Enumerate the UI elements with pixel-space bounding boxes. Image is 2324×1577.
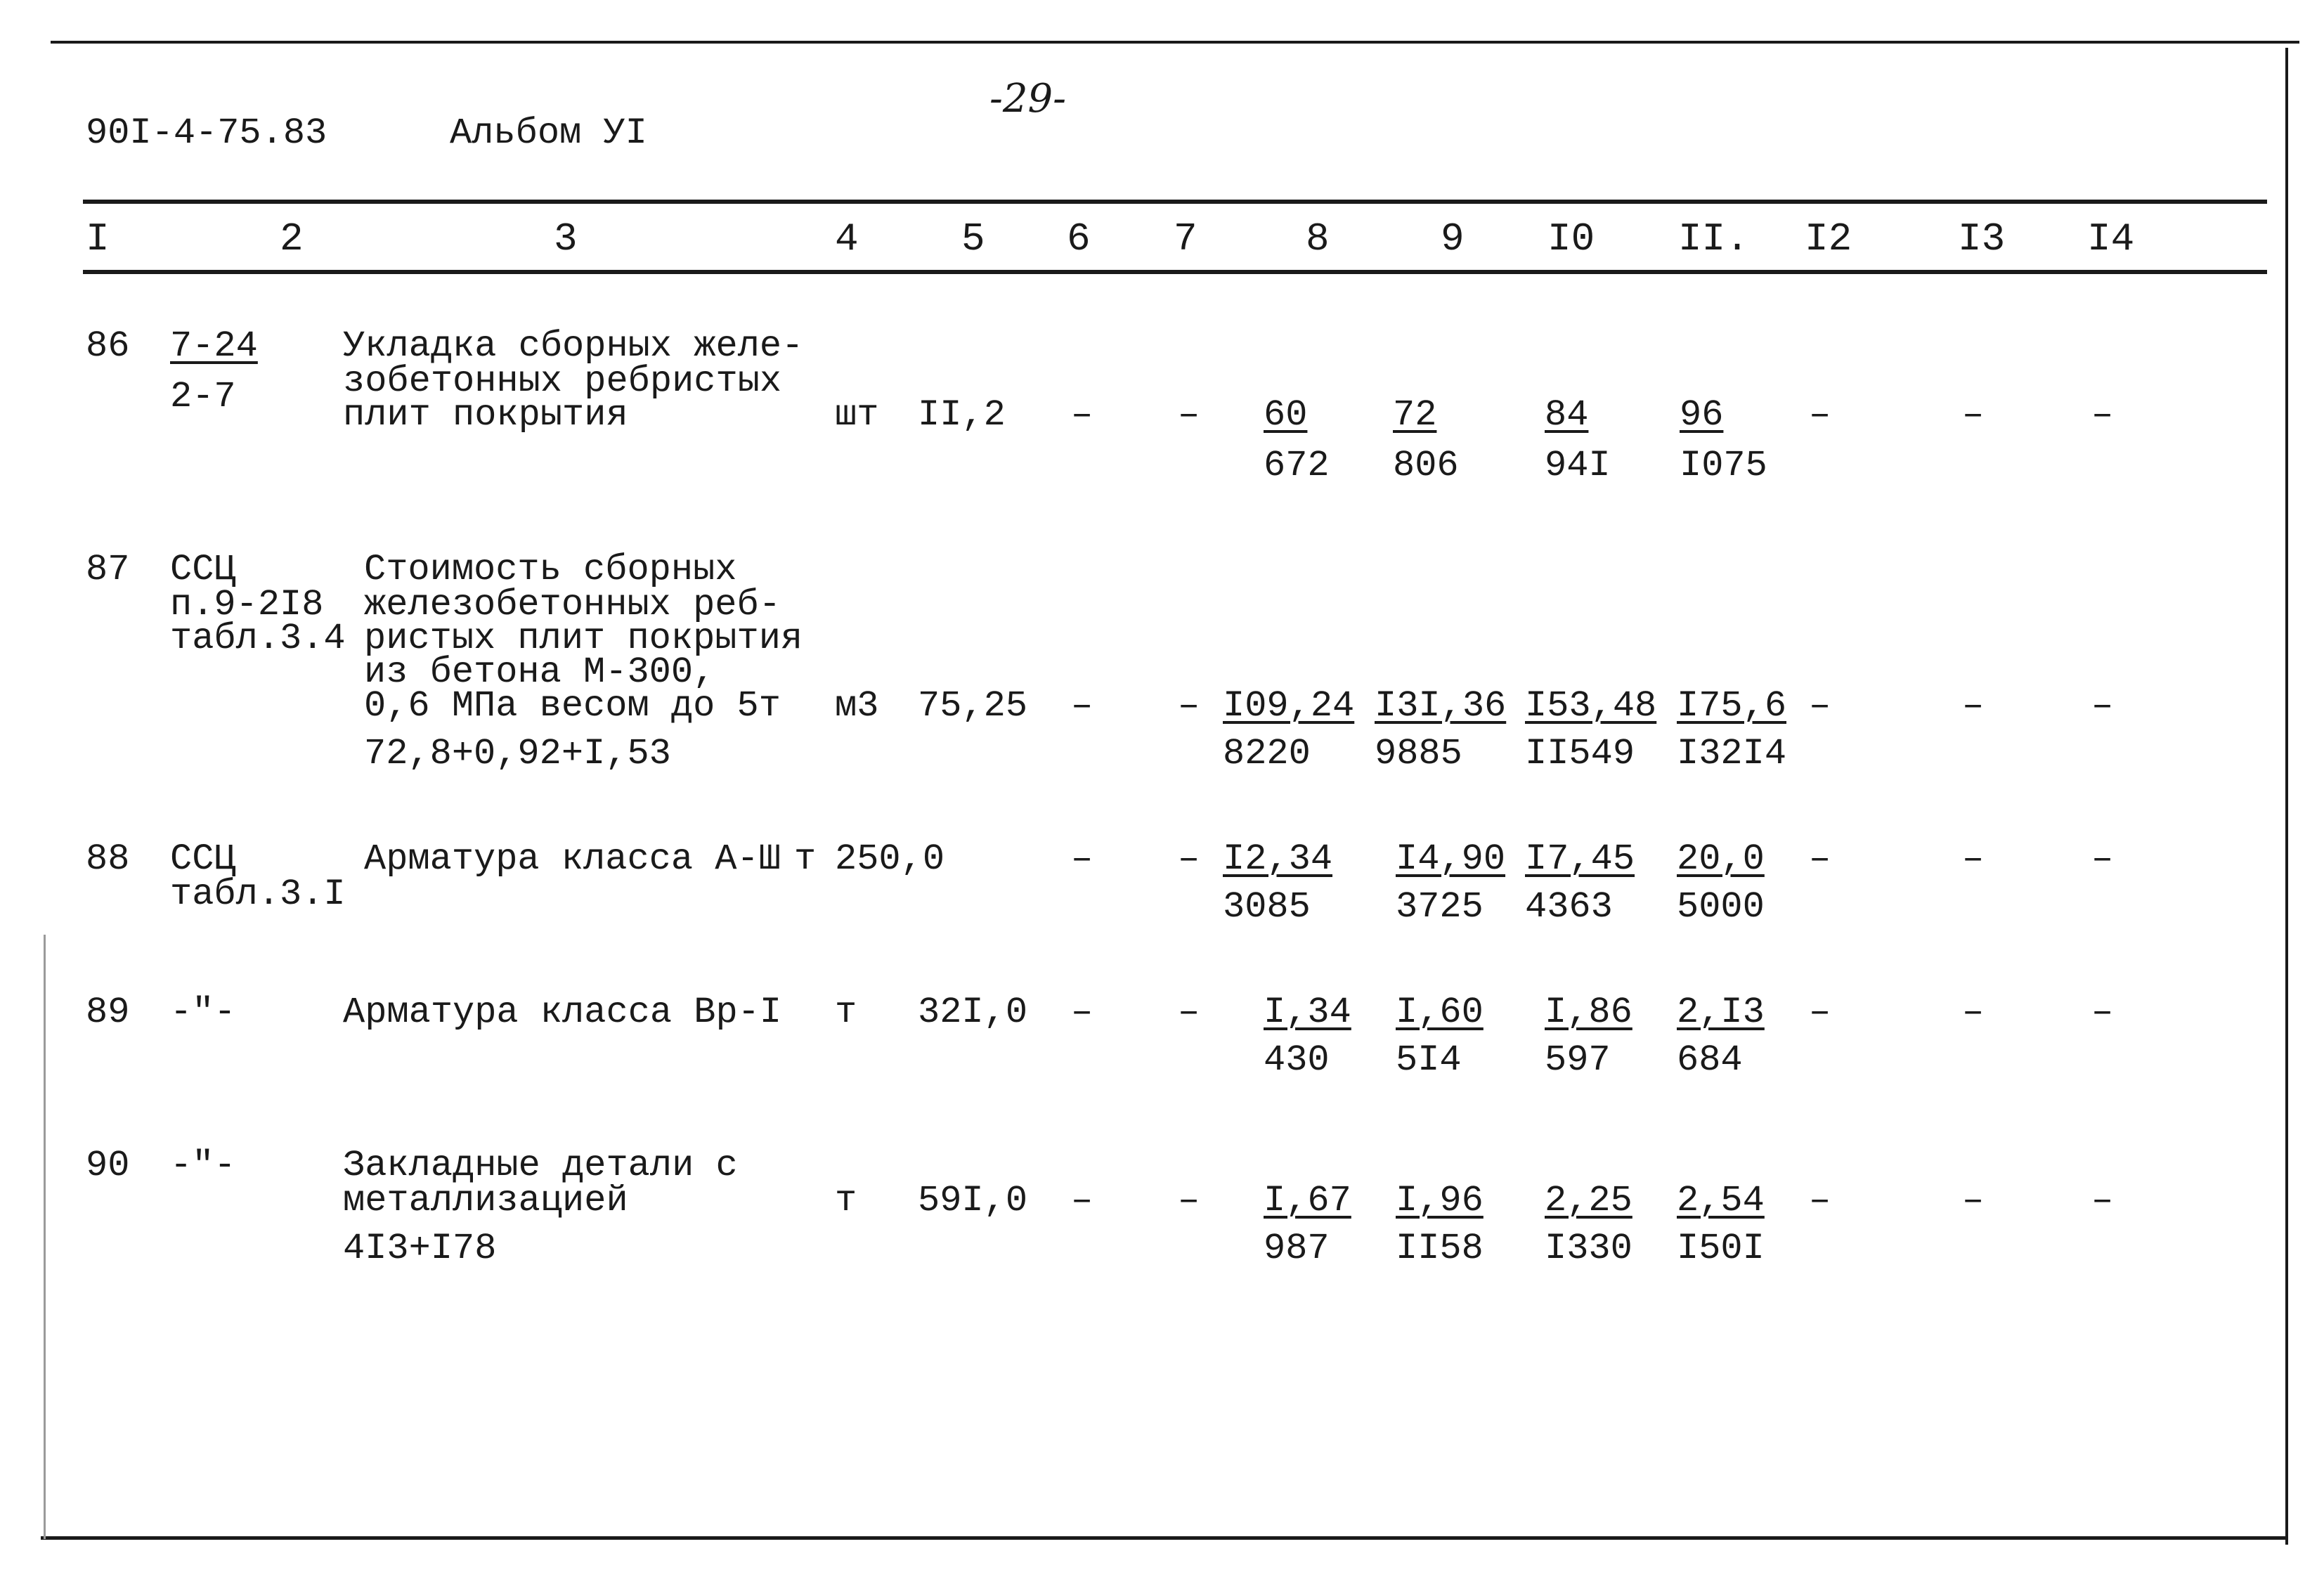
row-col8-top: I09,24 (1223, 685, 1355, 727)
row-quantity: 75,25 (918, 685, 1028, 727)
row-col7: – (1178, 838, 1200, 880)
row-description-line: металлизацией (343, 1180, 628, 1221)
row-reference-top: 7-24 (170, 325, 258, 367)
row-reference-line: п.9-2I8 (170, 584, 324, 625)
row-description-line: Закладные детали с (343, 1145, 738, 1186)
row-col8-bottom: 8220 (1223, 733, 1311, 774)
row-description-line: из бетона М-300, (364, 651, 715, 693)
row-quantity: II,2 (918, 394, 1006, 436)
row-col10-bottom: I330 (1545, 1228, 1632, 1269)
row-col9-bottom: 5I4 (1396, 1039, 1462, 1081)
row-reference-line: ССЦ (170, 549, 236, 590)
column-header: 6 (1067, 216, 1091, 261)
row-col13: – (1962, 685, 1985, 727)
row-col13: – (1962, 1180, 1985, 1221)
row-number: 86 (86, 325, 130, 367)
document-code: 90I-4-75.83 (86, 112, 327, 154)
page-number: -29- (989, 76, 1067, 122)
row-col8-top: I,34 (1264, 992, 1351, 1033)
row-col8-bottom: 430 (1264, 1039, 1330, 1081)
row-description-line: зобетонных ребристых (343, 361, 782, 402)
row-col14: – (2091, 1180, 2114, 1221)
row-reference-line: табл.3.I (170, 874, 346, 915)
column-header: I3 (1958, 216, 2006, 261)
row-col11-top: 2,I3 (1677, 992, 1765, 1033)
row-description-line: Укладка сборных желе- (343, 325, 804, 367)
row-col8-top: I,67 (1264, 1180, 1351, 1221)
row-col6: – (1071, 685, 1093, 727)
row-col12: – (1809, 992, 1831, 1033)
row-col8-bottom: 987 (1264, 1228, 1330, 1269)
row-col13: – (1962, 394, 1985, 436)
row-col11-bottom: 684 (1677, 1039, 1743, 1081)
row-col6: – (1071, 1180, 1093, 1221)
row-col11-top: 96 (1680, 394, 1724, 436)
row-col10-bottom: 94I (1545, 445, 1611, 486)
row-col6: – (1071, 992, 1093, 1033)
column-header: 9 (1441, 216, 1465, 261)
row-reference-bottom: 2-7 (170, 376, 236, 417)
row-col7: – (1178, 394, 1200, 436)
row-unit: м3 (835, 685, 879, 727)
row-col11-bottom: I075 (1680, 445, 1767, 486)
row-number: 89 (86, 992, 130, 1033)
row-col13: – (1962, 838, 1985, 880)
row-col10-top: 84 (1545, 394, 1589, 436)
row-description-line: 0,6 МПа весом до 5т (364, 685, 781, 727)
row-col10-top: I7,45 (1525, 838, 1635, 880)
row-col9-top: I,60 (1396, 992, 1484, 1033)
row-col11-top: I75,6 (1677, 685, 1787, 727)
row-col10-bottom: 4363 (1525, 886, 1613, 928)
row-col9-top: I3I,36 (1375, 685, 1507, 727)
album-label: Альбом УI (450, 112, 647, 154)
row-col12: – (1809, 1180, 1831, 1221)
row-col10-bottom: 597 (1545, 1039, 1611, 1081)
row-description-line: Стоимость сборных (364, 549, 737, 590)
row-col11-bottom: 5000 (1677, 886, 1765, 928)
row-quantity: 250,0 (835, 838, 945, 880)
row-col11-top: 2,54 (1677, 1180, 1765, 1221)
row-col14: – (2091, 838, 2114, 880)
row-col10-top: I,86 (1545, 992, 1632, 1033)
row-col8-bottom: 3085 (1223, 886, 1311, 928)
row-col10-bottom: II549 (1525, 733, 1635, 774)
row-quantity: 32I,0 (918, 992, 1028, 1033)
row-description-line: железобетонных реб- (364, 584, 781, 625)
column-header: I2 (1805, 216, 1852, 261)
row-col10-top: 2,25 (1545, 1180, 1632, 1221)
frame-left-line (44, 935, 46, 1539)
row-col9-bottom: 3725 (1396, 886, 1484, 928)
row-col8-top: 60 (1264, 394, 1308, 436)
row-col11-bottom: I32I4 (1677, 733, 1787, 774)
frame-top-line (51, 41, 2299, 44)
row-reference: -"- (170, 992, 236, 1033)
row-reference: -"- (170, 1145, 236, 1186)
row-col11-bottom: I50I (1677, 1228, 1765, 1269)
row-description-line: ристых плит покрытия (364, 618, 803, 659)
row-col7: – (1178, 685, 1200, 727)
column-header: 8 (1306, 216, 1330, 261)
column-header: I4 (2087, 216, 2135, 261)
frame-bottom-line (41, 1536, 2287, 1540)
row-col9-bottom: 9885 (1375, 733, 1462, 774)
row-number: 87 (86, 549, 130, 590)
row-col14: – (2091, 394, 2114, 436)
row-description: Арматура класса Вр-I (343, 992, 782, 1033)
row-description: Арматура класса А-Ш (364, 838, 781, 880)
row-unit: т (794, 838, 817, 880)
column-header: I (86, 216, 110, 261)
row-col14: – (2091, 992, 2114, 1033)
row-col6: – (1071, 394, 1093, 436)
row-formula: 4I3+I78 (343, 1228, 497, 1269)
row-number: 90 (86, 1145, 130, 1186)
row-col9-top: I4,90 (1396, 838, 1506, 880)
row-unit: т (835, 1180, 857, 1221)
row-col10-top: I53,48 (1525, 685, 1657, 727)
row-formula: 72,8+0,92+I,53 (364, 733, 671, 774)
row-description-line: плит покрытия (343, 394, 628, 436)
row-unit: шт (835, 394, 879, 436)
row-col9-bottom: 806 (1393, 445, 1459, 486)
row-col12: – (1809, 838, 1831, 880)
column-header: 7 (1174, 216, 1197, 261)
column-header: I0 (1547, 216, 1595, 261)
column-header: 2 (280, 216, 304, 261)
table-header-top-rule (83, 200, 2267, 204)
row-unit: т (835, 992, 857, 1033)
row-col8-top: I2,34 (1223, 838, 1333, 880)
row-col11-top: 20,0 (1677, 838, 1765, 880)
row-col9-top: 72 (1393, 394, 1437, 436)
column-header: 5 (961, 216, 985, 261)
row-col8-bottom: 672 (1264, 445, 1330, 486)
row-reference-line: ССЦ (170, 838, 236, 880)
row-quantity: 59I,0 (918, 1180, 1028, 1221)
row-col12: – (1809, 394, 1831, 436)
row-col9-top: I,96 (1396, 1180, 1484, 1221)
row-col12: – (1809, 685, 1831, 727)
table-header-bottom-rule (83, 270, 2267, 274)
row-col14: – (2091, 685, 2114, 727)
row-col13: – (1962, 992, 1985, 1033)
row-col7: – (1178, 1180, 1200, 1221)
row-reference-line: табл.3.4 (170, 618, 346, 659)
row-col7: – (1178, 992, 1200, 1033)
frame-right-line (2285, 48, 2288, 1545)
row-col6: – (1071, 838, 1093, 880)
column-header: II. (1678, 216, 1749, 261)
row-col9-bottom: II58 (1396, 1228, 1484, 1269)
row-number: 88 (86, 838, 130, 880)
column-header: 3 (554, 216, 578, 261)
column-header: 4 (835, 216, 859, 261)
